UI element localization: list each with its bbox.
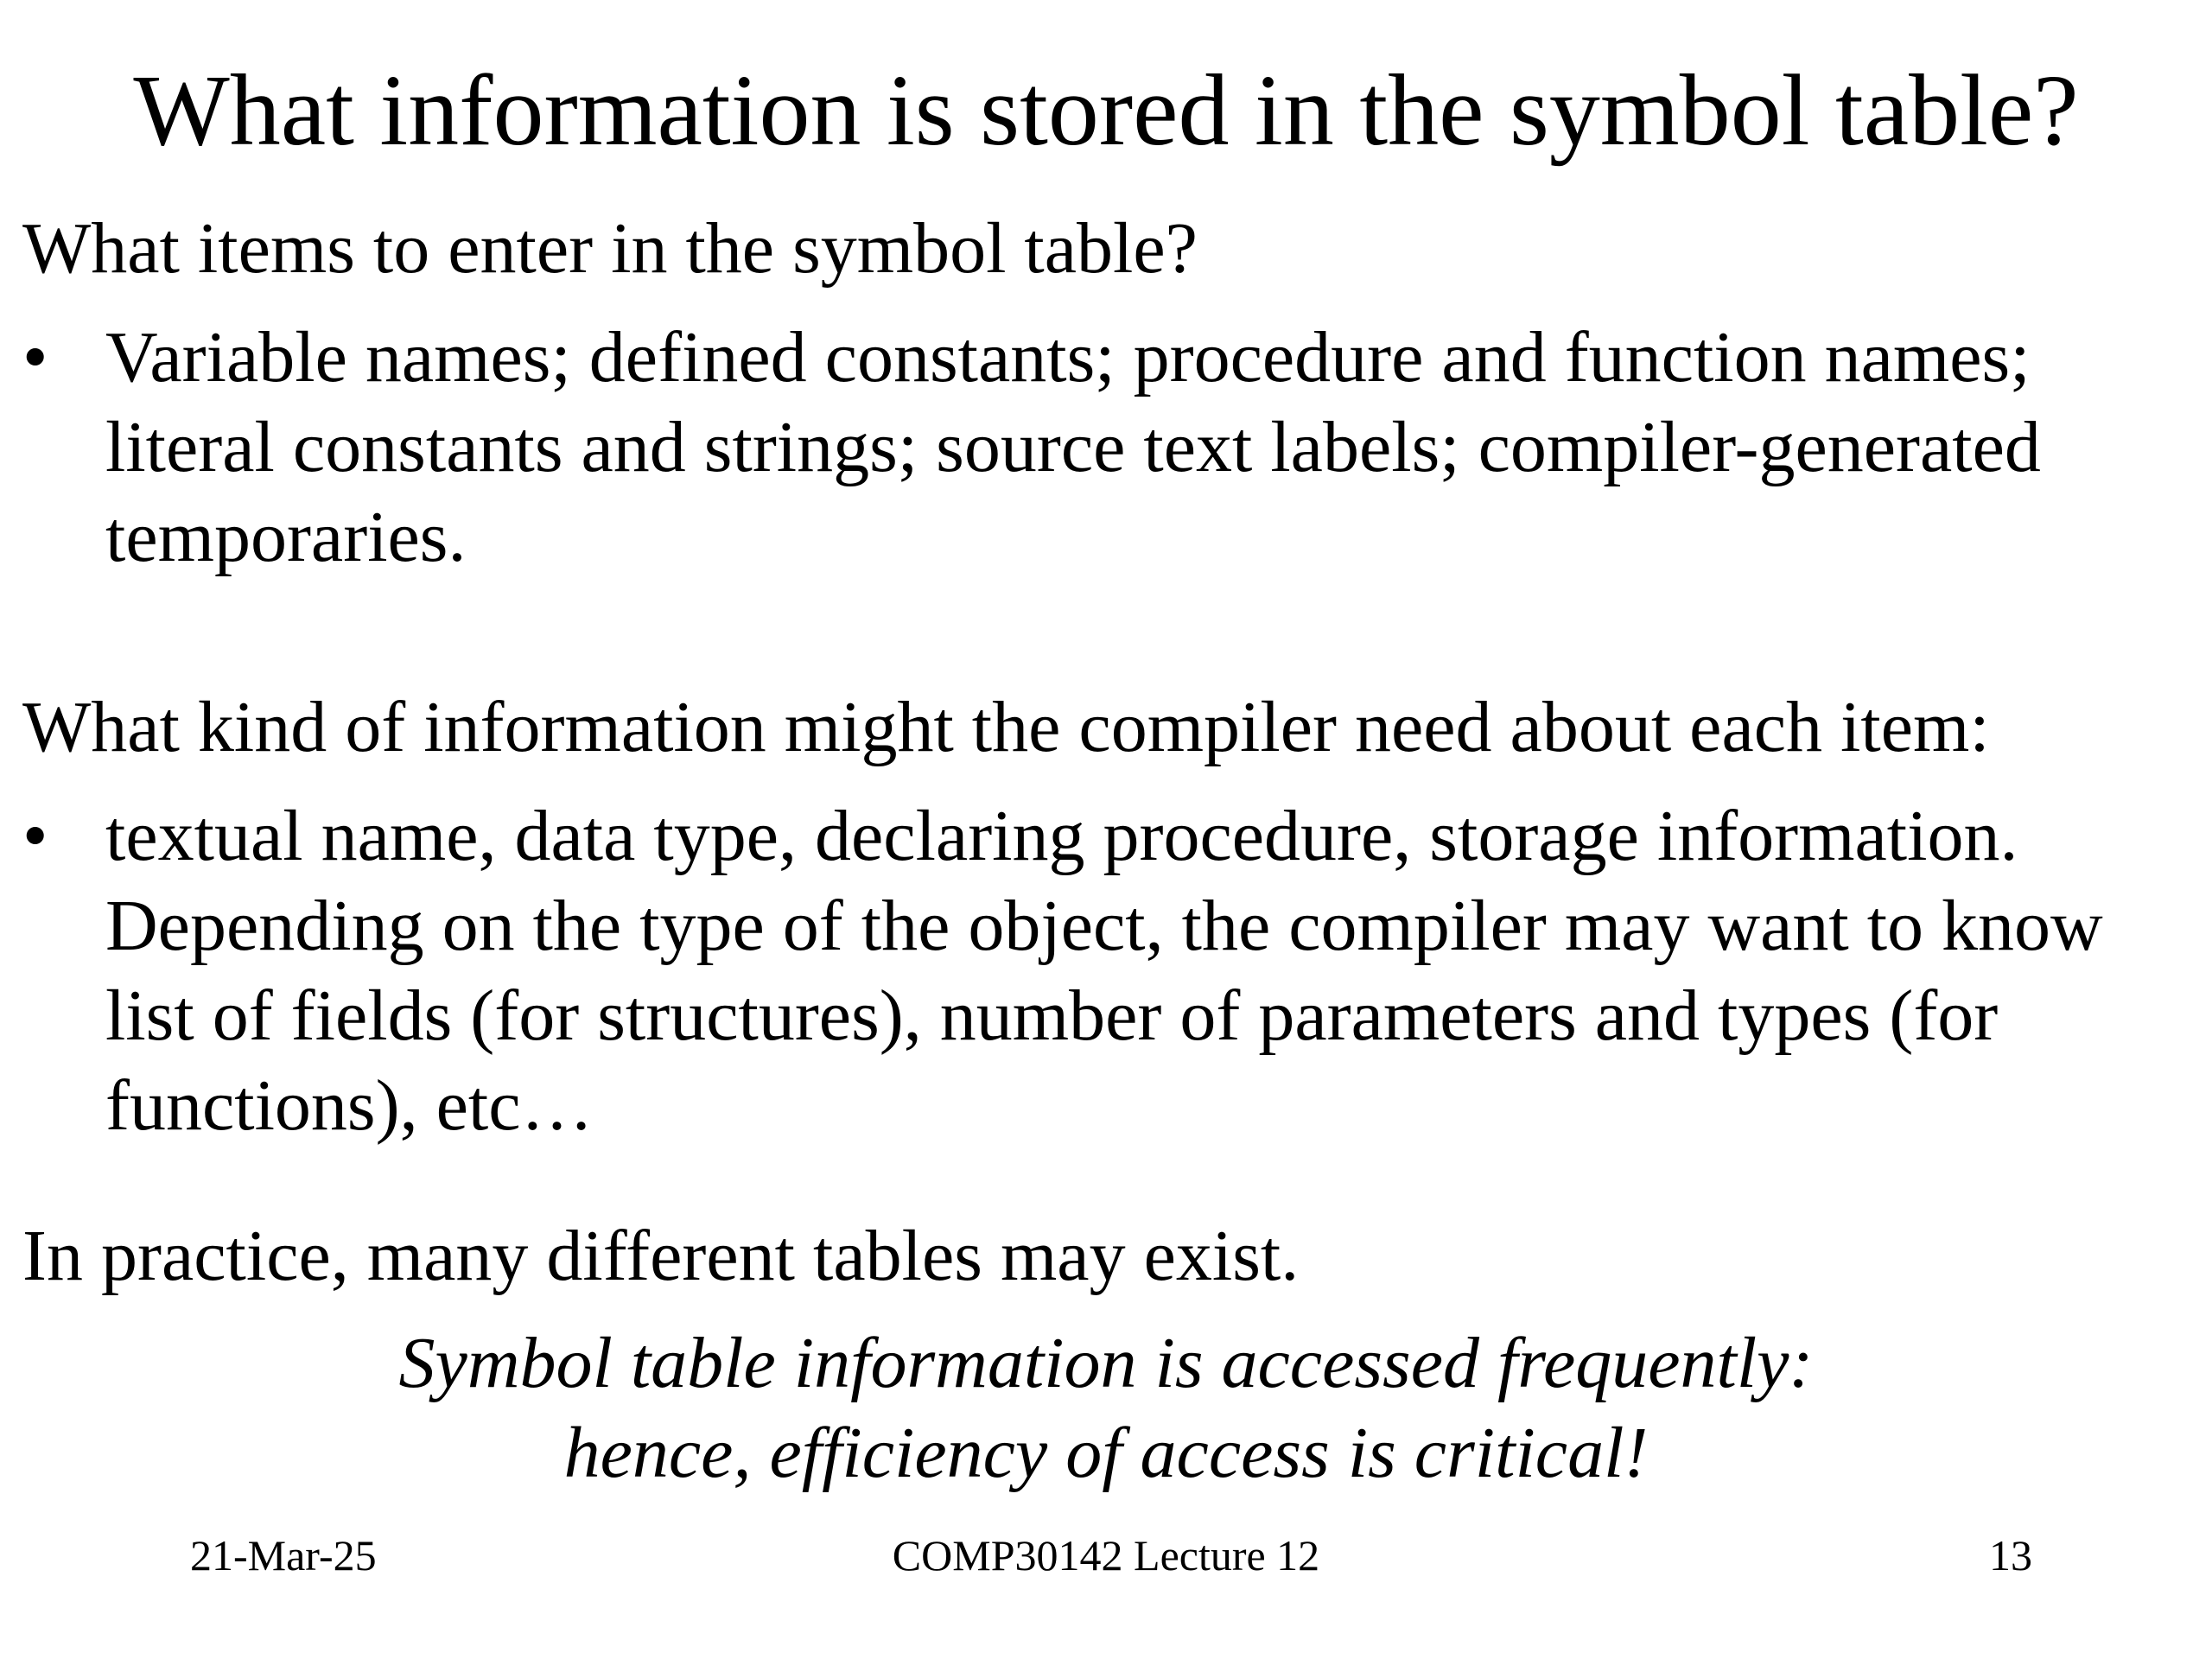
footer-course: COMP30142 Lecture 12 [892, 1531, 1320, 1580]
section1-bullet [22, 313, 2183, 582]
bullet-marker: • [22, 796, 48, 876]
section2-bullet-text: textual name, data type, declaring procedure, storage information. Depending on the type of the object, the compiler may want to know list of fields (for structures), number of parameters and types (for functions), etc… [105, 796, 2103, 1146]
emphasis-line-1: Symbol table information is accessed frequently: [398, 1323, 1814, 1403]
footer-date: 21-Mar-25 [190, 1531, 377, 1580]
slide-title: What information is stored in the symbol table? [133, 54, 2079, 167]
section1-heading: What items to enter in the symbol table? [22, 208, 1198, 289]
practice-statement: In practice, many different tables may exist. [22, 1216, 1300, 1296]
section2-bullet [22, 791, 2183, 1151]
section2-heading: What kind of information might the compiler need about each item: [22, 687, 1990, 767]
footer-page-number: 13 [1989, 1531, 2032, 1580]
emphasis-line-2: hence, efficiency of access is critical! [563, 1413, 1649, 1493]
bullet-marker: • [22, 317, 48, 397]
section1-bullet-text: Variable names; defined constants; procedure and function names; literal constants and strings; source text labels; compiler-generated temporaries. [105, 317, 2041, 577]
